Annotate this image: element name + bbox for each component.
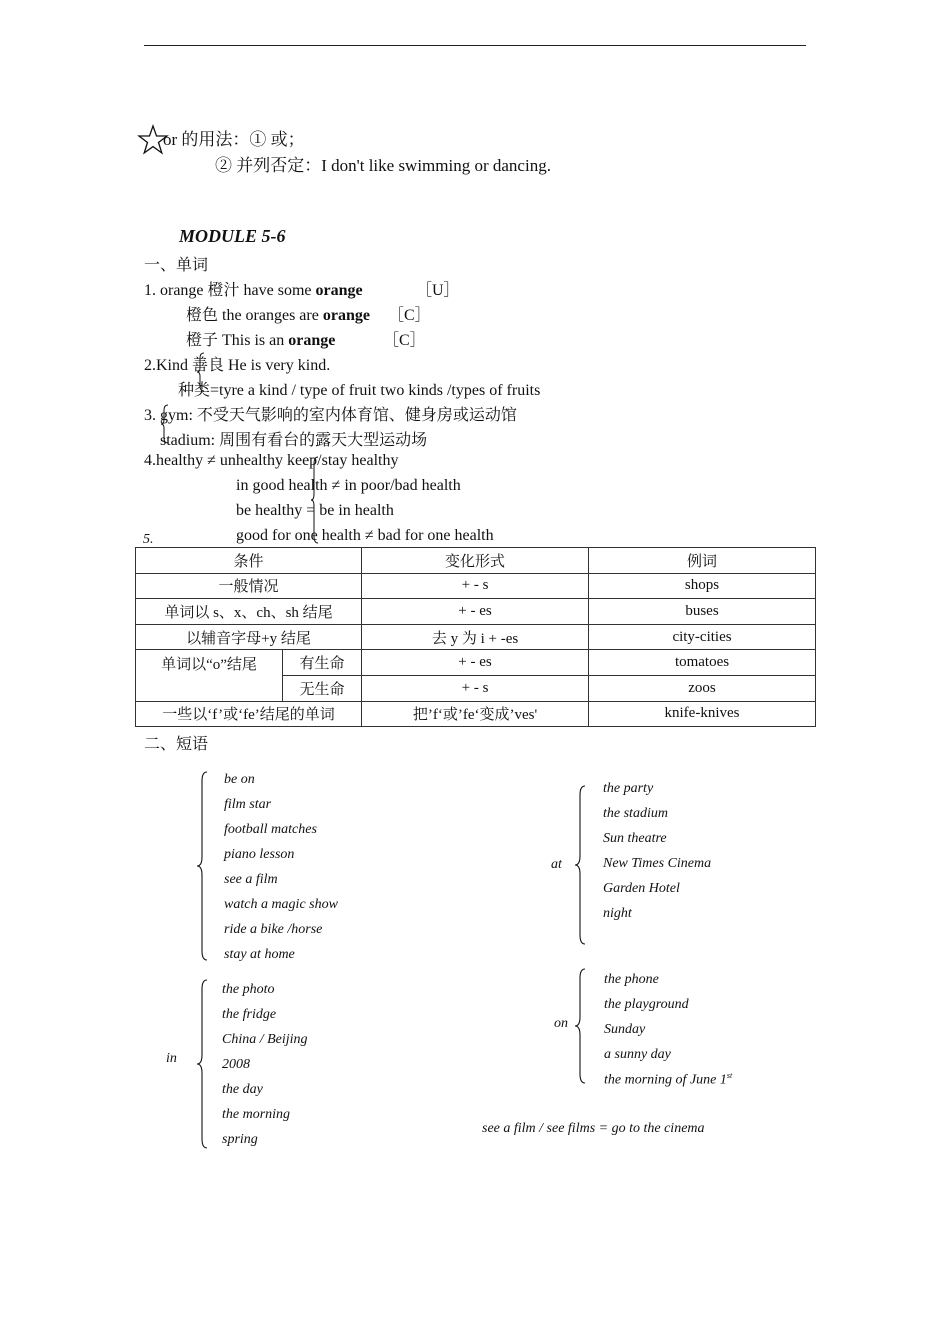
table-cell: 去 y 为 i + -es <box>362 624 589 650</box>
phrase-group-in-label: in <box>166 1051 177 1066</box>
phrase-group-on-label: on <box>554 1016 568 1031</box>
table-cell: 单词以 s、x、ch、sh 结尾 <box>136 599 362 625</box>
phrase-item: Sunday <box>604 1022 646 1037</box>
phrase-item: ride a bike /horse <box>224 922 323 937</box>
phrase-item-sup: st <box>726 1071 733 1080</box>
table-cell: 一些以‘f’或‘fe’结尾的单词 <box>136 701 362 727</box>
orange-line-2-bold: orange <box>322 307 370 324</box>
module-title: MODULE 5-6 <box>179 226 286 246</box>
kind-brace <box>196 352 206 392</box>
phrase-item: night <box>603 906 632 921</box>
gym-brace <box>160 404 170 444</box>
plural-rules-table <box>135 547 816 727</box>
phrase-item: piano lesson <box>224 847 295 862</box>
phrase-item: football matches <box>224 822 317 837</box>
header-rule <box>144 45 806 46</box>
orange-line-3 <box>186 327 335 350</box>
table-cell: 有生命 <box>283 650 362 676</box>
or-usage-line-2: ② 并列否定：I don't like swimming or dancing. <box>215 156 551 175</box>
table-header-cell: 条件 <box>136 548 362 574</box>
cinema-note: see a film / see films = go to the cinema <box>482 1121 705 1136</box>
phrase-item: China / Beijing <box>222 1032 308 1047</box>
gym-line-1: 3. gym: 不受天气影响的室内体育馆、健身房或运动馆 <box>144 407 517 424</box>
orange-tag-u: ［U］ <box>416 282 460 299</box>
phrase-item-text: the morning of June 1 <box>604 1072 727 1088</box>
orange-line-1-text: 1. orange 橙汁 have some <box>144 282 316 299</box>
healthy-line-3: be healthy = be in health <box>236 502 394 519</box>
phrase-item: the phone <box>604 972 659 987</box>
phrase-item: a sunny day <box>604 1047 671 1062</box>
phrase-item: 2008 <box>222 1057 250 1072</box>
phrase-item: the morning <box>222 1107 291 1122</box>
phrase-item: the photo <box>222 982 275 997</box>
phrase-item: spring <box>222 1132 258 1147</box>
orange-line-2 <box>186 302 370 325</box>
table-cell: 一般情况 <box>136 573 362 599</box>
phrase-group-in-brace <box>196 979 210 1149</box>
table-cell: buses <box>589 599 816 625</box>
table-cell: shops <box>589 573 816 599</box>
section-2-heading: 二、短语 <box>144 736 209 753</box>
table-cell: + - s <box>362 675 589 701</box>
orange-line-3-bold: orange <box>288 332 336 349</box>
phrase-item: New Times Cinema <box>603 856 712 871</box>
table-header-row <box>136 548 816 574</box>
phrase-item: Garden Hotel <box>603 881 680 896</box>
phrase-item: stay at home <box>224 947 295 962</box>
phrase-item: the playground <box>604 997 689 1012</box>
phrase-group-at-brace <box>574 785 588 945</box>
orange-tag-c1: ［C］ <box>388 307 431 324</box>
phrase-item: the day <box>222 1082 263 1097</box>
table-header-cell: 变化形式 <box>362 548 589 574</box>
phrase-group-1-brace <box>196 771 210 961</box>
table-row <box>136 650 816 676</box>
healthy-line-2: in good health ≠ in poor/bad health <box>236 477 461 494</box>
section-1-heading: 一、单词 <box>144 257 209 274</box>
phrase-group-on-brace <box>574 968 588 1084</box>
item-5-number: 5. <box>143 532 154 547</box>
kind-line-2: 种类=tyre a kind / type of fruit two kinds /types of fruits <box>178 382 541 399</box>
healthy-line-4: good for one health ≠ bad for one health <box>236 527 494 544</box>
orange-tag-c2: ［C］ <box>383 332 426 349</box>
phrase-item: the party <box>603 781 654 796</box>
table-cell: knife-knives <box>589 701 816 727</box>
orange-line-2-text: 橙色 the oranges are <box>186 307 323 324</box>
or-usage-line-1: or 的用法：① 或； <box>163 130 305 149</box>
kind-line-1: 2.Kind 善良 He is very kind. <box>144 357 331 374</box>
gym-line-2: stadium: 周围有看台的露天大型运动场 <box>160 432 428 449</box>
table-cell: tomatoes <box>589 650 816 676</box>
phrase-item <box>604 1071 732 1089</box>
phrase-group-at-label: at <box>551 857 562 872</box>
table-cell: 把’f‘或’fe‘变成’ves' <box>362 701 589 727</box>
phrase-item: watch a magic show <box>224 897 338 912</box>
table-cell: + - es <box>362 650 589 676</box>
table-cell: + - s <box>362 573 589 599</box>
table-cell: 以辅音字母+y 结尾 <box>136 624 362 650</box>
orange-line-1 <box>144 277 363 300</box>
table-cell: city-cities <box>589 624 816 650</box>
orange-line-1-bold: orange <box>315 282 363 299</box>
table-cell: zoos <box>589 675 816 701</box>
table-row <box>136 573 816 599</box>
phrase-item: be on <box>224 772 255 787</box>
table-cell: 无生命 <box>283 675 362 701</box>
table-cell: 单词以“o”结尾 <box>136 650 283 701</box>
table-row <box>136 624 816 650</box>
table-row <box>136 701 816 727</box>
healthy-brace <box>310 456 320 544</box>
table-header-cell: 例词 <box>589 548 816 574</box>
phrase-item: Sun theatre <box>603 831 667 846</box>
orange-line-3-text: 橙子 This is an <box>186 332 289 349</box>
phrase-item: film star <box>224 797 272 812</box>
table-row <box>136 599 816 625</box>
phrase-item: the fridge <box>222 1007 277 1022</box>
table-cell: + - es <box>362 599 589 625</box>
phrase-item: the stadium <box>603 806 668 821</box>
phrase-item: see a film <box>224 872 278 887</box>
healthy-line-1: 4.healthy ≠ unhealthy keep/stay healthy <box>144 452 399 469</box>
